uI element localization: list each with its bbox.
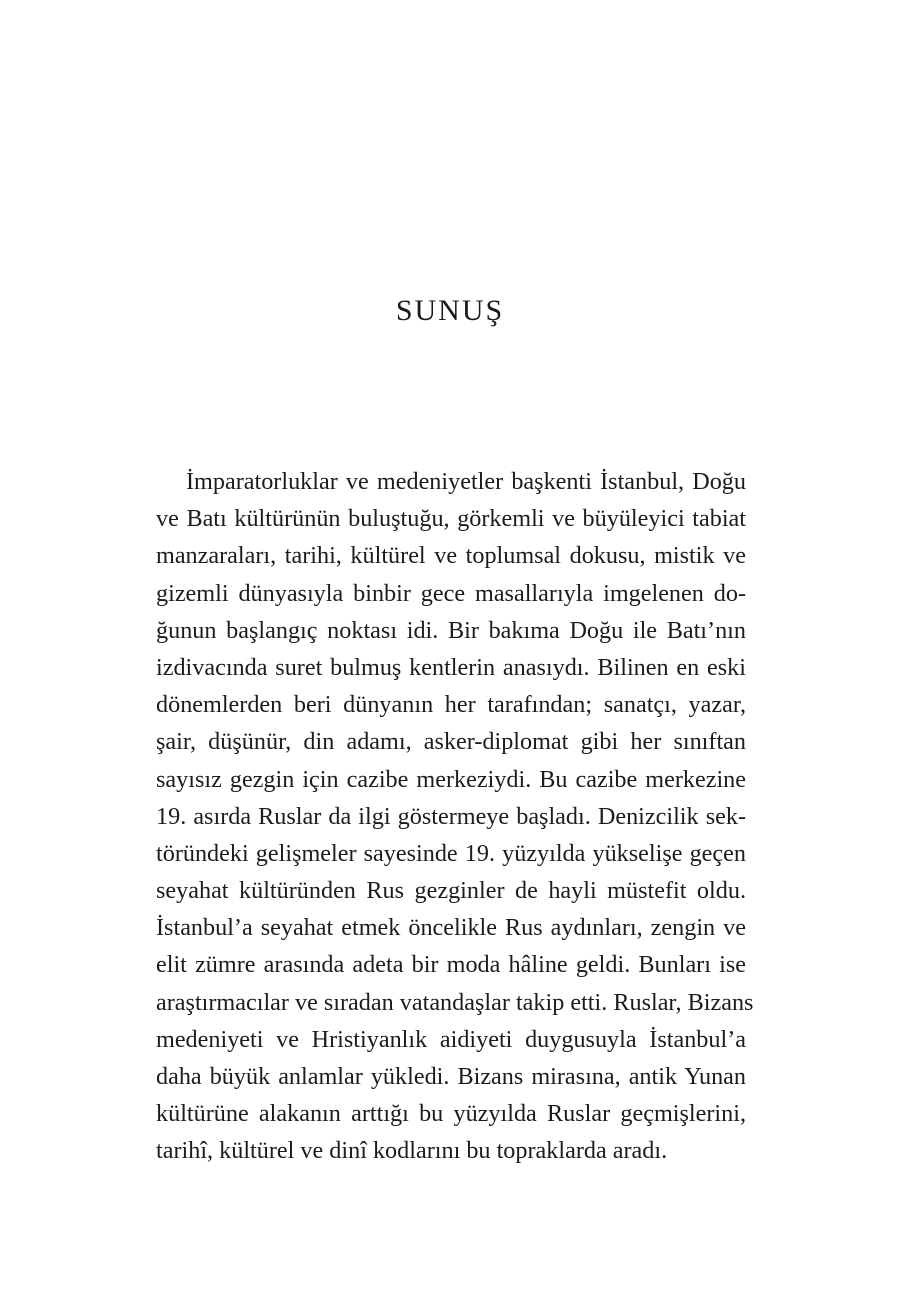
paragraph-line: elit zümre arasında adeta bir moda hâline geldi. Bunları ise	[156, 951, 746, 979]
paragraph-line: 19. asırda Ruslar da ilgi göstermeye başladı. Denizcilik sek-	[156, 802, 746, 830]
page-title: SUNUŞ	[395, 294, 505, 327]
paragraph-line: İmparatorluklar ve medeniyetler başkenti İstanbul, Doğu	[186, 468, 746, 495]
paragraph-line: şair, düşünür, din adamı, asker-diplomat gibi her sınıftan	[156, 728, 746, 756]
body-paragraph	[156, 463, 754, 1170]
paragraph-line: daha büyük anlamlar yükledi. Bizans mirasına, antik Yunan	[156, 1063, 746, 1090]
paragraph-line: seyahat kültüründen Rus gezginler de hayli müstefit oldu.	[156, 877, 746, 905]
paragraph-line: manzaraları, tarihi, kültürel ve toplumsal dokusu, mistik ve	[156, 542, 746, 570]
paragraph-line: tarihî, kültürel ve dinî kodlarını bu topraklarda aradı.	[156, 1137, 668, 1165]
paragraph-line: medeniyeti ve Hristiyanlık aidiyeti duygusuyla İstanbul’a	[156, 1025, 746, 1053]
paragraph-line: ğunun başlangıç noktası idi. Bir bakıma Doğu ile Batı’nın	[156, 616, 746, 644]
paragraph-line: ve Batı kültürünün buluştuğu, görkemli ve büyüleyici tabiat	[156, 505, 746, 533]
paragraph-line: gizemli dünyasıyla binbir gece masallarıyla imgelenen do-	[156, 579, 746, 607]
paragraph-line: kültürüne alakanın arttığı bu yüzyılda Ruslar geçmişlerini,	[156, 1100, 746, 1128]
paragraph-line: töründeki gelişmeler sayesinde 19. yüzyılda yükselişe geçen	[156, 839, 746, 867]
paragraph-line: İstanbul’a seyahat etmek öncelikle Rus aydınları, zengin ve	[156, 914, 746, 942]
paragraph-line: izdivacında suret bulmuş kentlerin anasıydı. Bilinen en eski	[156, 653, 746, 681]
paragraph-line: araştırmacılar ve sıradan vatandaşlar takip etti. Ruslar, Bizans	[156, 988, 754, 1016]
paragraph-line: dönemlerden beri dünyanın her tarafından; sanatçı, yazar,	[156, 691, 746, 719]
paragraph-line: sayısız gezgin için cazibe merkeziydi. Bu cazibe merkezine	[156, 765, 746, 793]
